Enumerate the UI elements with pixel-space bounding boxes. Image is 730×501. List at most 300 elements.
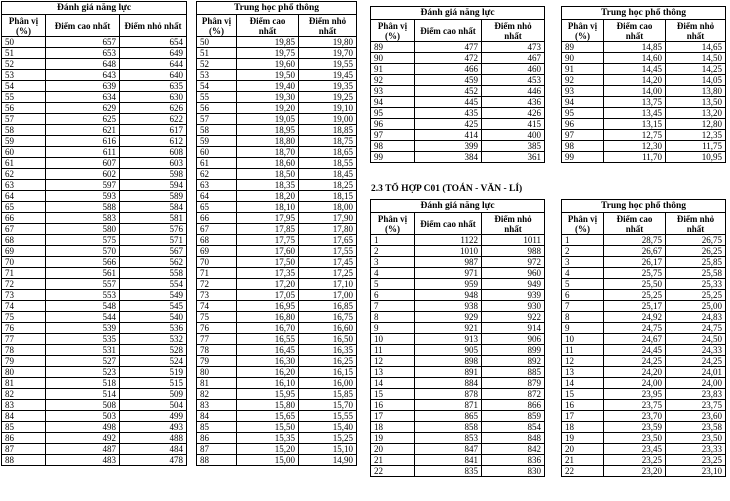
cell-min: 18,55 — [299, 158, 357, 169]
cell-min: 23,50 — [666, 433, 726, 444]
cell-percentile: 56 — [197, 103, 237, 114]
cell-max: 23,50 — [604, 433, 666, 444]
thpt-title: Trung học phổ thông — [562, 7, 726, 20]
cell-max: 24,67 — [604, 334, 666, 345]
cell-percentile: 51 — [2, 48, 46, 59]
cell-min: 436 — [482, 97, 545, 108]
table-row — [562, 455, 726, 466]
cell-percentile: 61 — [197, 158, 237, 169]
cell-percentile: 95 — [562, 108, 604, 119]
cell-min: 892 — [482, 356, 545, 367]
cell-min: 654 — [120, 37, 187, 48]
cell-max: 18,35 — [237, 180, 299, 191]
col-min: Điểm nhỏ nhất — [666, 213, 726, 235]
cell-max: 929 — [415, 312, 482, 323]
cell-percentile: 63 — [2, 180, 46, 191]
thpt-title: Trung học phổ thông — [197, 2, 357, 15]
table-row — [197, 136, 357, 147]
cell-percentile: 93 — [562, 86, 604, 97]
cell-max: 878 — [415, 389, 482, 400]
table-row — [562, 64, 726, 75]
table-row — [2, 411, 187, 422]
table-row — [371, 97, 545, 108]
cell-percentile: 87 — [2, 444, 46, 455]
cell-percentile: 18 — [562, 422, 604, 433]
cell-min: 13,50 — [666, 97, 726, 108]
cell-max: 527 — [46, 356, 120, 367]
cell-min: 536 — [120, 323, 187, 334]
cell-min: 922 — [482, 312, 545, 323]
cell-max: 19,60 — [237, 59, 299, 70]
cell-percentile: 16 — [562, 400, 604, 411]
cell-percentile: 75 — [197, 312, 237, 323]
cell-min: 17,55 — [299, 246, 357, 257]
cell-percentile: 74 — [2, 301, 46, 312]
cell-percentile: 54 — [197, 81, 237, 92]
table-row — [371, 108, 545, 119]
table-row — [2, 103, 187, 114]
cell-min: 24,50 — [666, 334, 726, 345]
cell-min: 24,00 — [666, 378, 726, 389]
table-row — [197, 180, 357, 191]
cell-percentile: 65 — [197, 202, 237, 213]
cell-max: 399 — [415, 141, 482, 152]
cell-percentile: 55 — [197, 92, 237, 103]
cell-max: 19,50 — [237, 70, 299, 81]
cell-percentile: 88 — [2, 455, 46, 466]
table-row — [562, 345, 726, 356]
table-row — [197, 279, 357, 290]
col-percentile: Phân vị (%) — [562, 20, 604, 42]
table-row — [197, 103, 357, 114]
cell-min: 554 — [120, 279, 187, 290]
table-row — [562, 246, 726, 257]
cell-max: 18,60 — [237, 158, 299, 169]
cell-min: 415 — [482, 119, 545, 130]
cell-percentile: 78 — [2, 345, 46, 356]
cell-min: 640 — [120, 70, 187, 81]
cell-max: 535 — [46, 334, 120, 345]
cell-max: 24,20 — [604, 367, 666, 378]
cell-min: 17,90 — [299, 213, 357, 224]
cell-max: 14,60 — [604, 53, 666, 64]
cell-min: 836 — [482, 455, 545, 466]
cell-percentile: 19 — [562, 433, 604, 444]
cell-min: 16,85 — [299, 301, 357, 312]
cell-max: 19,20 — [237, 103, 299, 114]
cell-min: 576 — [120, 224, 187, 235]
table-row — [197, 301, 357, 312]
cell-min: 972 — [482, 257, 545, 268]
cell-percentile: 86 — [197, 433, 237, 444]
cell-percentile: 99 — [562, 152, 604, 163]
cell-max: 24,75 — [604, 323, 666, 334]
cell-min: 549 — [120, 290, 187, 301]
cell-max: 15,00 — [237, 455, 299, 466]
cell-max: 575 — [46, 235, 120, 246]
cell-percentile: 87 — [197, 444, 237, 455]
table-row — [197, 422, 357, 433]
cell-min: 859 — [482, 411, 545, 422]
cell-percentile: 21 — [371, 455, 415, 466]
cell-max: 835 — [415, 466, 482, 477]
cell-max: 26,17 — [604, 257, 666, 268]
cell-min: 25,85 — [666, 257, 726, 268]
cell-max: 561 — [46, 268, 120, 279]
cell-min: 26,75 — [666, 235, 726, 246]
table-row — [562, 356, 726, 367]
cell-min: 15,25 — [299, 433, 357, 444]
cell-min: 17,00 — [299, 290, 357, 301]
cell-max: 445 — [415, 97, 482, 108]
table-row — [197, 290, 357, 301]
cell-percentile: 83 — [197, 400, 237, 411]
cell-min: 15,10 — [299, 444, 357, 455]
table-row — [197, 257, 357, 268]
table-row — [562, 290, 726, 301]
table-row — [371, 301, 545, 312]
table-row — [371, 141, 545, 152]
table-row — [371, 75, 545, 86]
table-row — [2, 92, 187, 103]
cell-percentile: 60 — [2, 147, 46, 158]
cell-percentile: 81 — [2, 378, 46, 389]
cell-min: 939 — [482, 290, 545, 301]
cell-max: 607 — [46, 158, 120, 169]
table-row — [562, 257, 726, 268]
col-percentile: Phân vị (%) — [371, 20, 415, 42]
cell-percentile: 8 — [371, 312, 415, 323]
cell-min: 528 — [120, 345, 187, 356]
cell-max: 597 — [46, 180, 120, 191]
cell-max: 971 — [415, 268, 482, 279]
cell-percentile: 81 — [197, 378, 237, 389]
col-min: Điểm nhỏ nhất — [120, 15, 187, 37]
cell-percentile: 12 — [562, 356, 604, 367]
table-row — [562, 444, 726, 455]
cell-min: 524 — [120, 356, 187, 367]
cell-percentile: 19 — [371, 433, 415, 444]
cell-min: 17,25 — [299, 268, 357, 279]
cell-percentile: 66 — [2, 213, 46, 224]
cell-percentile: 22 — [371, 466, 415, 477]
cell-min: 478 — [120, 455, 187, 466]
table-row — [2, 202, 187, 213]
cell-min: 14,05 — [666, 75, 726, 86]
cell-min: 16,00 — [299, 378, 357, 389]
cell-min: 499 — [120, 411, 187, 422]
table-row — [2, 268, 187, 279]
cell-min: 594 — [120, 180, 187, 191]
cell-percentile: 71 — [197, 268, 237, 279]
table-row — [197, 345, 357, 356]
table-row — [562, 367, 726, 378]
cell-max: 14,20 — [604, 75, 666, 86]
cell-percentile: 11 — [562, 345, 604, 356]
cell-percentile: 59 — [197, 136, 237, 147]
cell-max: 23,75 — [604, 400, 666, 411]
cell-min: 23,58 — [666, 422, 726, 433]
cell-min: 17,45 — [299, 257, 357, 268]
cell-min: 361 — [482, 152, 545, 163]
cell-min: 14,65 — [666, 42, 726, 53]
cell-min: 19,70 — [299, 48, 357, 59]
cell-max: 17,50 — [237, 257, 299, 268]
table-row — [197, 81, 357, 92]
col-percentile: Phân vị (%) — [562, 213, 604, 235]
cell-max: 570 — [46, 246, 120, 257]
cell-percentile: 53 — [197, 70, 237, 81]
cell-max: 19,75 — [237, 48, 299, 59]
cell-max: 23,70 — [604, 411, 666, 422]
table-row — [2, 169, 187, 180]
cell-percentile: 62 — [2, 169, 46, 180]
cell-min: 467 — [482, 53, 545, 64]
cell-min: 14,25 — [666, 64, 726, 75]
cell-min: 842 — [482, 444, 545, 455]
cell-max: 16,10 — [237, 378, 299, 389]
cell-min: 854 — [482, 422, 545, 433]
cell-max: 17,60 — [237, 246, 299, 257]
table-row — [371, 268, 545, 279]
col-max: Điểm cao nhất — [415, 20, 482, 42]
table-row — [197, 125, 357, 136]
table-row — [562, 334, 726, 345]
dgnl-title: Đánh giá năng lực — [2, 2, 187, 15]
cell-percentile: 16 — [371, 400, 415, 411]
cell-percentile: 73 — [2, 290, 46, 301]
table-row — [371, 119, 545, 130]
cell-min: 584 — [120, 202, 187, 213]
cell-min: 515 — [120, 378, 187, 389]
cell-min: 540 — [120, 312, 187, 323]
table-row — [562, 312, 726, 323]
table-row — [371, 130, 545, 141]
cell-max: 653 — [46, 48, 120, 59]
cell-max: 948 — [415, 290, 482, 301]
table-row — [562, 400, 726, 411]
cell-percentile: 82 — [197, 389, 237, 400]
cell-percentile: 6 — [562, 290, 604, 301]
cell-min: 589 — [120, 191, 187, 202]
cell-max: 414 — [415, 130, 482, 141]
cell-max: 25,25 — [604, 290, 666, 301]
cell-min: 19,80 — [299, 37, 357, 48]
table-row — [197, 92, 357, 103]
cell-max: 580 — [46, 224, 120, 235]
table-row — [371, 466, 545, 477]
cell-min: 10,95 — [666, 152, 726, 163]
cell-min: 18,75 — [299, 136, 357, 147]
cell-min: 493 — [120, 422, 187, 433]
cell-min: 571 — [120, 235, 187, 246]
col-min: Điểm nhỏ nhất — [482, 213, 545, 235]
table-row — [371, 389, 545, 400]
cell-max: 28,75 — [604, 235, 666, 246]
table-row — [197, 235, 357, 246]
cell-max: 24,25 — [604, 356, 666, 367]
cell-min: 14,90 — [299, 455, 357, 466]
cell-max: 16,30 — [237, 356, 299, 367]
cell-min: 1011 — [482, 235, 545, 246]
cell-min: 11,75 — [666, 141, 726, 152]
cell-min: 19,25 — [299, 92, 357, 103]
cell-percentile: 21 — [562, 455, 604, 466]
table-row — [371, 378, 545, 389]
cell-max: 616 — [46, 136, 120, 147]
table-row — [2, 158, 187, 169]
cell-percentile: 85 — [197, 422, 237, 433]
cell-max: 19,85 — [237, 37, 299, 48]
table-row — [2, 246, 187, 257]
cell-max: 898 — [415, 356, 482, 367]
cell-percentile: 96 — [371, 119, 415, 130]
cell-min: 558 — [120, 268, 187, 279]
cell-max: 15,95 — [237, 389, 299, 400]
cell-min: 626 — [120, 103, 187, 114]
cell-percentile: 3 — [371, 257, 415, 268]
cell-max: 639 — [46, 81, 120, 92]
cell-percentile: 57 — [2, 114, 46, 125]
cell-percentile: 66 — [197, 213, 237, 224]
table-row — [2, 70, 187, 81]
cell-percentile: 59 — [2, 136, 46, 147]
cell-max: 459 — [415, 75, 482, 86]
cell-max: 938 — [415, 301, 482, 312]
cell-max: 24,00 — [604, 378, 666, 389]
col-min: Điểm nhỏ nhất — [482, 20, 545, 42]
cell-min: 24,25 — [666, 356, 726, 367]
cell-max: 26,67 — [604, 246, 666, 257]
table-row — [371, 86, 545, 97]
cell-max: 588 — [46, 202, 120, 213]
table-row — [562, 130, 726, 141]
cell-max: 13,15 — [604, 119, 666, 130]
cell-min: 400 — [482, 130, 545, 141]
cell-max: 14,85 — [604, 42, 666, 53]
table-row — [562, 301, 726, 312]
cell-min: 635 — [120, 81, 187, 92]
cell-percentile: 98 — [371, 141, 415, 152]
cell-min: 885 — [482, 367, 545, 378]
table-row — [197, 70, 357, 81]
cell-min: 23,10 — [666, 466, 726, 477]
cell-percentile: 62 — [197, 169, 237, 180]
cell-min: 872 — [482, 389, 545, 400]
cell-percentile: 69 — [197, 246, 237, 257]
cell-max: 602 — [46, 169, 120, 180]
cell-min: 16,15 — [299, 367, 357, 378]
cell-min: 581 — [120, 213, 187, 224]
col-max: Điểm cao nhất — [604, 20, 666, 42]
cell-max: 566 — [46, 257, 120, 268]
cell-percentile: 58 — [2, 125, 46, 136]
table-row — [2, 378, 187, 389]
cell-percentile: 84 — [2, 411, 46, 422]
cell-max: 16,20 — [237, 367, 299, 378]
table-row — [562, 279, 726, 290]
cell-min: 608 — [120, 147, 187, 158]
table-row — [197, 356, 357, 367]
table-row — [371, 444, 545, 455]
cell-percentile: 20 — [562, 444, 604, 455]
table-left-dgnl — [1, 1, 187, 466]
cell-percentile: 93 — [371, 86, 415, 97]
table-row — [2, 191, 187, 202]
cell-max: 1010 — [415, 246, 482, 257]
cell-percentile: 55 — [2, 92, 46, 103]
cell-percentile: 78 — [197, 345, 237, 356]
table-row — [562, 422, 726, 433]
cell-max: 858 — [415, 422, 482, 433]
cell-percentile: 50 — [2, 37, 46, 48]
cell-percentile: 6 — [371, 290, 415, 301]
col-min: Điểm nhỏ nhất — [666, 20, 726, 42]
cell-percentile: 80 — [197, 367, 237, 378]
cell-percentile: 11 — [371, 345, 415, 356]
cell-min: 16,50 — [299, 334, 357, 345]
cell-max: 384 — [415, 152, 482, 163]
cell-percentile: 65 — [2, 202, 46, 213]
cell-min: 23,83 — [666, 389, 726, 400]
cell-min: 484 — [120, 444, 187, 455]
cell-max: 16,55 — [237, 334, 299, 345]
cell-min: 504 — [120, 400, 187, 411]
cell-min: 23,60 — [666, 411, 726, 422]
cell-max: 11,70 — [604, 152, 666, 163]
cell-max: 18,95 — [237, 125, 299, 136]
cell-max: 466 — [415, 64, 482, 75]
cell-min: 19,45 — [299, 70, 357, 81]
table-row — [2, 334, 187, 345]
cell-percentile: 68 — [2, 235, 46, 246]
table-row — [371, 334, 545, 345]
cell-max: 498 — [46, 422, 120, 433]
cell-min: 17,10 — [299, 279, 357, 290]
table-body — [562, 42, 726, 163]
cell-percentile: 57 — [197, 114, 237, 125]
cell-max: 492 — [46, 433, 120, 444]
cell-max: 24,45 — [604, 345, 666, 356]
cell-percentile: 76 — [2, 323, 46, 334]
cell-percentile: 76 — [197, 323, 237, 334]
cell-percentile: 72 — [2, 279, 46, 290]
cell-percentile: 99 — [371, 152, 415, 163]
table-row — [371, 323, 545, 334]
table-row — [2, 433, 187, 444]
cell-percentile: 14 — [562, 378, 604, 389]
table-row — [371, 312, 545, 323]
cell-max: 18,10 — [237, 202, 299, 213]
cell-percentile: 9 — [371, 323, 415, 334]
cell-percentile: 12 — [371, 356, 415, 367]
cell-percentile: 67 — [197, 224, 237, 235]
cell-min: 13,20 — [666, 108, 726, 119]
cell-max: 629 — [46, 103, 120, 114]
table-row — [197, 400, 357, 411]
cell-min: 18,15 — [299, 191, 357, 202]
cell-min: 13,80 — [666, 86, 726, 97]
table-row — [2, 59, 187, 70]
table-row — [2, 444, 187, 455]
cell-max: 508 — [46, 400, 120, 411]
cell-percentile: 4 — [371, 268, 415, 279]
table-row — [371, 257, 545, 268]
col-max: Điểm cao nhất — [415, 213, 482, 235]
cell-min: 25,58 — [666, 268, 726, 279]
table-row — [562, 53, 726, 64]
cell-max: 18,50 — [237, 169, 299, 180]
